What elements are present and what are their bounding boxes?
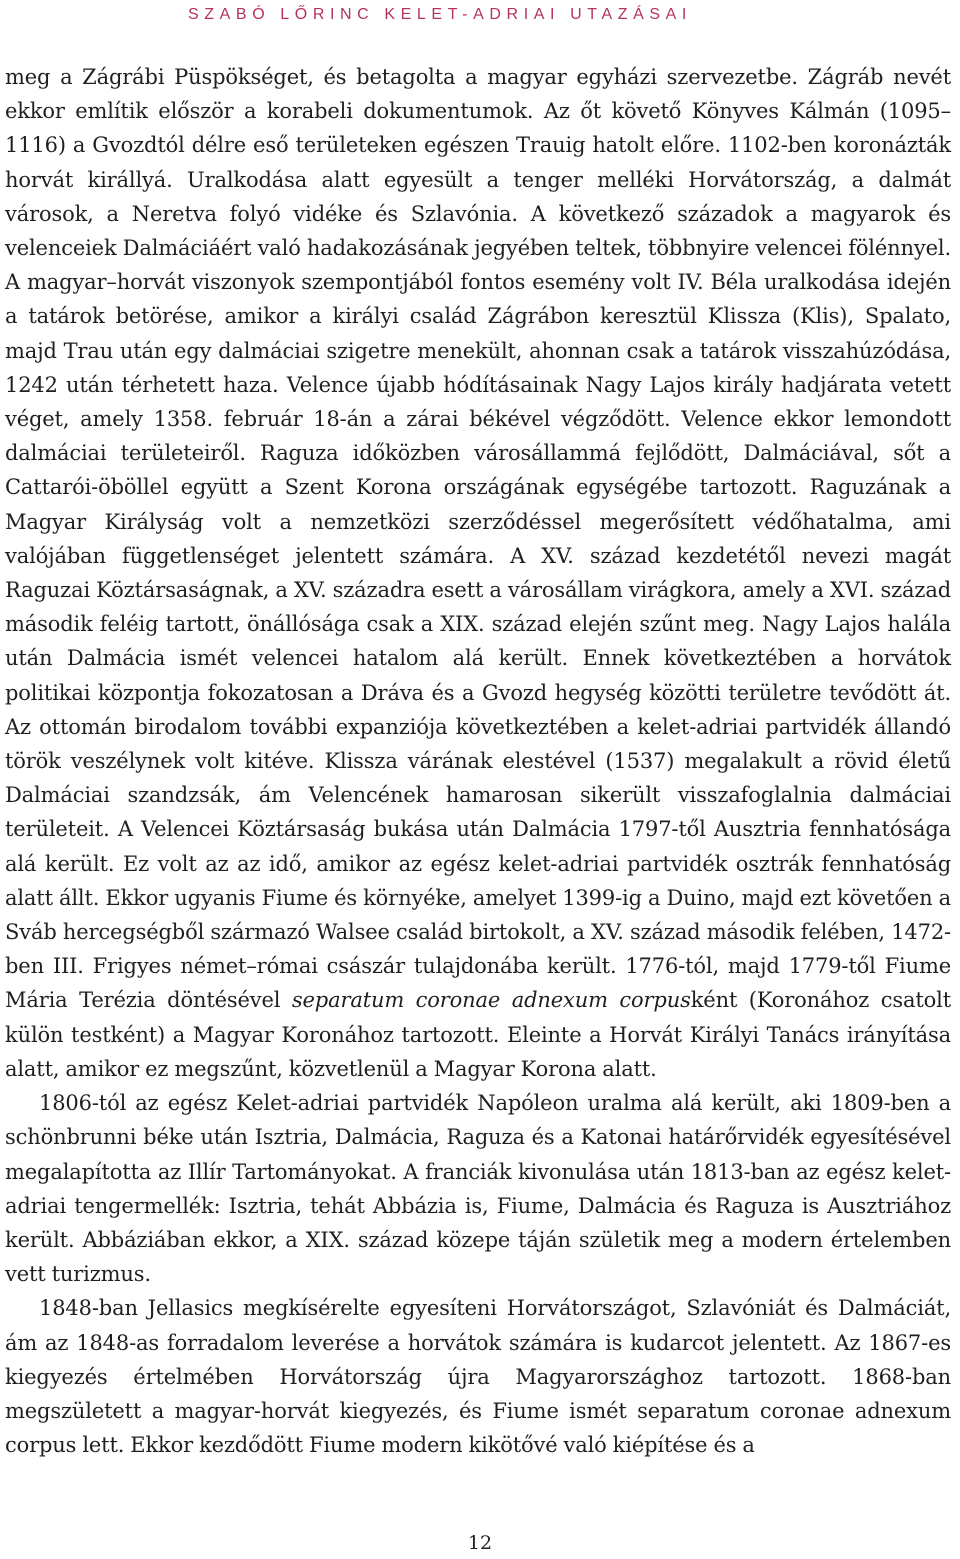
paragraph-1-tail: ként (Koronához csatolt külön testként) a Magyar Koronához tartozott. Eleinte a Horvát Királyi Tanács irányítása alatt, amikor ez megszűnt, közvetlenül a Magyar Korona alatt.: [5, 988, 951, 1081]
body-text: [5, 60, 951, 1462]
running-head: SZABÓ LŐRINC KELET-ADRIAI UTAZÁSAI: [188, 6, 692, 23]
page-number: 12: [467, 1532, 493, 1554]
paragraph-2: 1806-tól az egész Kelet-adriai partvidék Napóleon uralma alá került, aki 1809-ben a schönbrunni béke után Isztria, Dalmácia, Raguza és a Katonai határőrvidék egyesítésével megalapította az Illír Tartományokat. A franciák kivonulása után 1813-ban az egész kelet-adriai tengermellék: Isztria, tehát Abbázia is, Fiume, Dalmácia és Raguza is Ausztriához került. Abbáziában ekkor, a XIX. század közepe táján születik meg a modern értelemben vett turizmus.: [5, 1091, 951, 1287]
latin-term: separatum coronae adnexum corpus: [291, 988, 691, 1013]
paragraph-3: 1848-ban Jellasics megkísérelte egyesíteni Horvátországot, Szlavóniát és Dalmáciát, ám az 1848-as forradalom leverése a horvátok számára is kudarcot jelentett. Az 1867-es kiegyezés értelmében Horvátország újra Magyarországhoz tartozott. 1868-ban megszületett a magyar-horvát kiegyezés, és Fiume ismét separatum coronae adnexum corpus lett. Ekkor kezdődött Fiume modern kikötővé való kiépítése és a: [5, 1296, 951, 1458]
paragraph-1-text: meg a Zágrábi Püspökséget, és betagolta a magyar egyházi szervezetbe. Zágráb nevét ekkor említik először a korabeli dokumentumok. Az őt követő Könyves Kálmán (1095–1116) a Gvozdtól délre eső területeken egészen Trauig hatolt előre. 1102-ben koronázták horvát királlyá. Uralkodása alatt egyesült a tenger melléki Horvátország, a dalmát városok, a Neretva folyó vidéke és Szlavónia. A következő századok a magyarok és velenceiek Dalmáciáért való hadakozásának jegyében teltek, többnyire velencei fölénnyel. A magyar–horvát viszonyok szempontjából fontos esemény volt IV. Béla uralkodása idején a tatárok betörése, amikor a királyi család Zágrábon keresztül Klissza (Klis), Spalato, majd Trau után egy dalmáciai szigetre menekült, ahonnan csak a tatárok visszahúzódása, 1242 után térhetett haza. Velence újabb hódításainak Nagy Lajos király hadjárata vetett véget, amely 1358. február 18-án a zárai békével végződött. Velence ekkor lemondott dalmáciai területeiről. Raguza időközben városállammá fejlődött, Dalmáciával, sőt a Cattarói-öböllel együtt a Szent Korona országának egységébe tartozott. Raguzának a Magyar Királyság volt a nemzetközi szerződéssel megerősített védőhatalma, ami valójában függetlenséget jelentett számára. A XV. század kezdetétől nevezi magát Raguzai Köztársaságnak, a XV. századra esett a városállam virágkora, amely a XVI. század második feléig tartott, önállósága csak a XIX. század elején szűnt meg. Nagy Lajos halála után Dalmácia ismét velencei hatalom alá került. Ennek következtében a horvátok politikai központja fokozatosan a Dráva és a Gvozd hegység közötti területre tevődött át. Az ottomán birodalom további expanziója következtében a kelet-adriai partvidék állandó török veszélynek volt kitéve. Klissza várának elestével (1537) megalakult a rövid életű Dalmáciai szandzsák, ám Velencének hamarosan sikerült visszafoglalnia dalmáciai területeit. A Velencei Köztársaság bukása után Dalmácia 1797-től Ausztria fennhatósága alá került. Ez volt az az idő, amikor az egész kelet-adriai partvidék osztrák fennhatóság alatt állt. Ekkor ugyanis Fiume és környéke, amelyet 1399-ig a Duino, majd ezt követően a Sváb hercegségből származó Walsee család birtokolt, a XV. század második felében, 1472-ben III. Frigyes német–római császár tulajdonába került. 1776-tól, majd 1779-től Fiume Mária Terézia döntésével: [5, 65, 951, 1013]
paragraph-1: [5, 60, 951, 1086]
